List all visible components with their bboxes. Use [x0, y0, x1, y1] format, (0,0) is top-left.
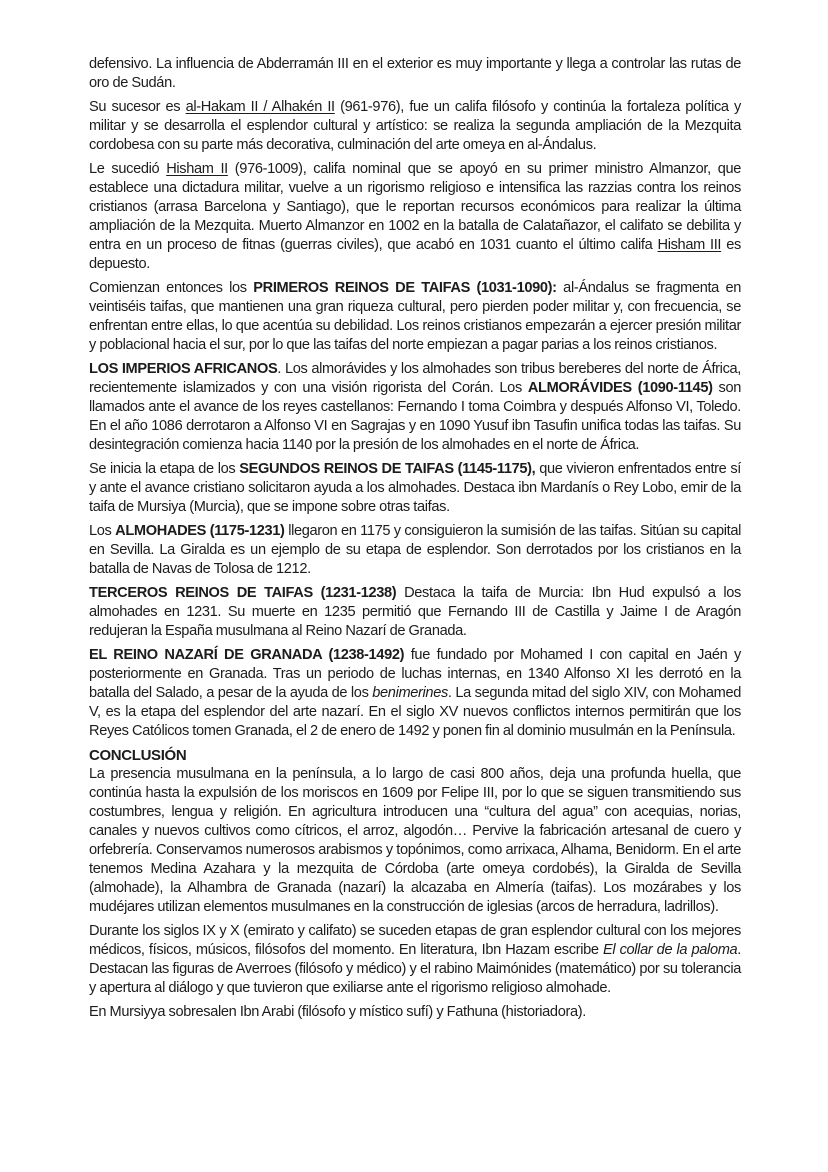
paragraph-hisham: [89, 160, 741, 274]
bold-term-reino-nazari: EL REINO NAZARÍ DE GRANADA (1238-1492): [89, 647, 405, 663]
text-run: son llamados ante el avance de los reyes castellanos: Fernando I toma Coimbra y después Alfonso VI, Toledo. En el año 1086 derrotaron a Alfonso VI en Sagrajas y en 1090 Yusuf ibn Tasufin unifica todas las taifas. Su desintegración comienza hacia 1140 por la presión de los almohades en el norte de África.: [89, 380, 741, 453]
bold-term-almohades: ALMOHADES (1175-1231): [115, 523, 285, 539]
text-run: fue fundado por Mohamed I con capital en Jaén y posteriormente en Granada. Tras un periodo de luchas internas, en 1340 Alfonso XI les derrotó en la batalla del Salado, a pesar de la ayuda de los: [89, 647, 741, 701]
text-run: Comienzan entonces los: [89, 280, 254, 296]
bold-term-almoravides: ALMORÁVIDES (1090-1145): [527, 380, 713, 396]
text-run: La presencia musulmana en la península, a lo largo de casi 800 años, deja una profunda huella, que continúa hasta la expulsión de los moriscos en 1609 por Felipe III, por lo que se siguen transmitiendo sus costumbres, lengua y religión. En agricultura introducen una “cultura del agua” con acequias, norias, canales y nuevos cultivos como cítricos, el arroz, algodón… Pervive la fabricación artesanal de cuero y orfebrería. Conservamos numerosos arabismos y topónimos, como arrixaca, Alhama, Benidorm. En el arte tenemos Medina Azahara y la mezquita de Córdoba (arte omeya cordobés), la Giralda de Sevilla (almohade), la Alhambra de Granada (nazarí) la alcazaba en Almería (taifas). Los mozárabes y los mudéjares utilizan elementos musulmanes en la construcción de iglesias (arcos de herradura, ladrillos).: [89, 766, 741, 915]
italic-term-benimerines: benimerines: [372, 685, 448, 701]
text-run: Le sucedió: [89, 161, 167, 177]
paragraph-cultural-splendor: [89, 922, 741, 998]
paragraph-terceros-taifas: [89, 584, 741, 641]
text-run: Se inicia la etapa de los: [89, 461, 240, 477]
paragraph-almohades: [89, 522, 741, 579]
paragraph-imperios-africanos: [89, 360, 741, 455]
paragraph-reino-nazari: [89, 646, 741, 741]
text-run: Los: [89, 523, 116, 539]
underlined-name-hisham-ii: Hisham II: [166, 161, 228, 177]
paragraph-primeros-taifas: [89, 279, 741, 355]
text-run: que vivieron enfrentados entre sí y ante el avance cristiano solicitaron ayuda a los almohades. Destaca ibn Mardanís o Rey Lobo, emir de la taifa de Mursiya (Murcia), que se impone sobre otras taifas.: [89, 461, 741, 515]
bold-term-terceros-taifas: TERCEROS REINOS DE TAIFAS (1231-1238): [89, 585, 397, 601]
italic-title-el-collar-de-la-paloma: El collar de la paloma: [602, 942, 738, 958]
text-run: (961-976), fue un califa filósofo y continúa la fortaleza política y militar y se desarrolla el esplendor cultural y artístico: se realiza la segunda ampliación de la Mezquita cordobesa con su parte más decorativa, culminación del arte omeya en al-Ándalus.: [89, 99, 741, 153]
text-run: . Los almorávides y los almohades son tribus bereberes del norte de África, recientemente islamizados y con una visión rigorista del Corán. Los: [89, 361, 741, 396]
text-run: llegaron en 1175 y consiguieron la sumisión de las taifas. Sitúan su capital en Sevilla. La Giralda es un ejemplo de su etapa de esplendor. Son derrotados por los cristianos en la batalla de Navas de Tolosa de 1212.: [89, 523, 741, 577]
bold-term-imperios-africanos: LOS IMPERIOS AFRICANOS: [89, 361, 278, 377]
text-run: es depuesto.: [89, 237, 741, 272]
paragraph-conclusion-legacy: [89, 765, 741, 917]
text-run: En Mursiyya sobresalen Ibn Arabi (filósofo y místico sufí) y Fathuna (historiadora).: [89, 1004, 586, 1020]
section-heading-conclusion: [89, 746, 741, 765]
text-run: al-Ándalus se fragmenta en veintiséis taifas, que mantienen una gran riqueza cultural, pero pierden poder militar y, con frecuencia, se enfrentan entre ellas, lo que acentúa su debilidad. Los reinos cristianos empezarán a ejercer presión militar y poblacional hacia el sur, por lo que las taifas del norte empiezan a pagar parias a los reinos cristianos.: [89, 280, 741, 353]
text-run: Su sucesor es: [89, 99, 186, 115]
text-run: (976-1009), califa nominal que se apoyó en su primer ministro Almanzor, que establece una dictadura militar, vuelve a un rigorismo religioso e intensifica las razzias contra los reinos cristianos (arrasa Barcelona y Santiago), que le reportan recursos económicos para realizar la última ampliación de la Mezquita. Muerto Almanzor en 1002 en la batalla de Calatañazor, el califato se debilita y entra en un proceso de fitnas (guerras civiles), que acabó en 1031 cuanto el último califa: [89, 161, 741, 253]
heading-text: CONCLUSIÓN: [89, 747, 187, 764]
document-page: [89, 55, 741, 1027]
text-run: Destaca la taifa de Murcia: Ibn Hud expulsó a los almohades en 1231. Su muerte en 1235 permitió que Fernando III de Castilla y Jaime I de Aragón redujeran la España musulmana al Reino Nazarí de Granada.: [89, 585, 742, 639]
text-run: Durante los siglos IX y X (emirato y califato) se suceden etapas de gran esplendor cultural con los mejores médicos, físicos, músicos, filósofos del momento. En literatura, Ibn Hazam escribe: [89, 923, 741, 958]
bold-term-segundos-taifas: SEGUNDOS REINOS DE TAIFAS (1145-1175),: [239, 461, 536, 477]
underlined-name-al-hakam: al-Hakam II / Alhakén II: [185, 99, 335, 115]
text-run: defensivo. La influencia de Abderramán III en el exterior es muy importante y llega a controlar las rutas de oro de Sudán.: [89, 56, 741, 91]
bold-term-primeros-taifas: PRIMEROS REINOS DE TAIFAS (1031-1090):: [253, 280, 557, 296]
paragraph-abderraman-influence: [89, 55, 741, 93]
underlined-name-hisham-iii: Hisham III: [657, 237, 722, 253]
text-run: . Destacan las figuras de Averroes (filósofo y médico) y el rabino Maimónides (matemático) por su tolerancia y apertura al diálogo y que tuvieron que exiliarse ante el rigorismo religioso almohade.: [89, 942, 742, 996]
text-run: . La segunda mitad del siglo XIV, con Mohamed V, es la etapa del esplendor del arte nazarí. En el siglo XV nuevos conflictos internos permitirán que los Reyes Católicos tomen Granada, el 2 de enero de 1492 y ponen fin al dominio musulmán en la Península.: [89, 685, 741, 739]
paragraph-mursiyya: [89, 1003, 741, 1022]
paragraph-al-hakam: [89, 98, 741, 155]
paragraph-segundos-taifas: [89, 460, 741, 517]
